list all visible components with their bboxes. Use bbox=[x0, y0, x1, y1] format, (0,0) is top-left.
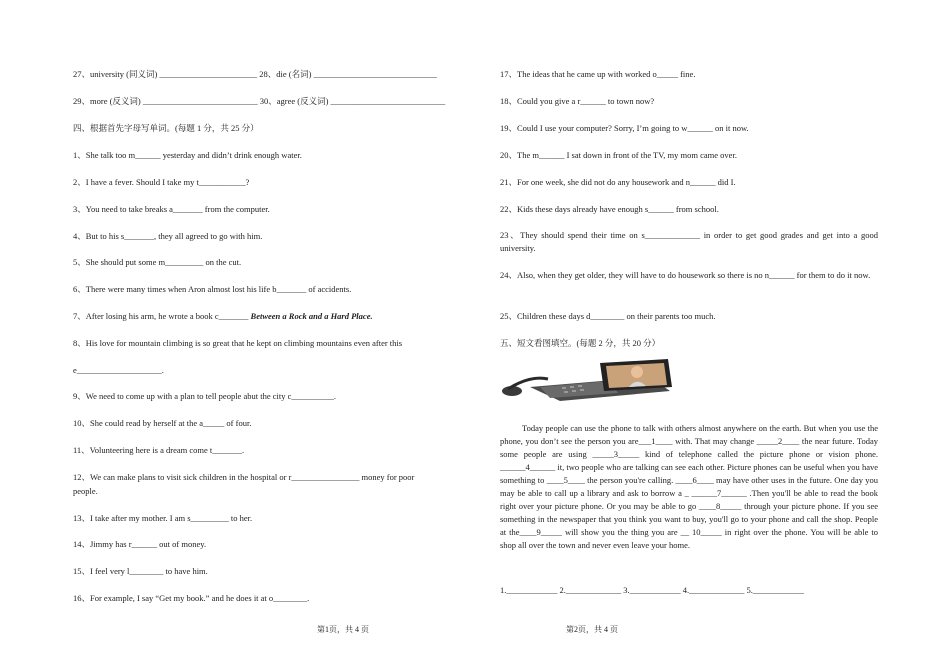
picture-phone-image bbox=[500, 357, 675, 403]
question-20: 20、The m______ I sat down in front of the TV, my mom came over. bbox=[500, 150, 737, 160]
question-3: 3、You need to take breaks a_______ from the computer. bbox=[73, 204, 270, 214]
question-29-30: 29、more (反义词) ___________________________ 30、agree (反义词) ___________________________ bbox=[73, 96, 446, 106]
question-24: 24、Also, when they get older, they will have to do housework so there is no n______ for them to do it now. bbox=[500, 270, 871, 280]
book-title: Between a Rock and a Hard Place. bbox=[250, 311, 373, 321]
question-1: 1、She talk too m______ yesterday and didn’t drink enough water. bbox=[73, 150, 302, 160]
question-16: 16、For example, I say “Get my book.” and he does it at o________. bbox=[73, 593, 310, 603]
question-18: 18、Could you give a r______ to town now? bbox=[500, 96, 655, 106]
question-9: 9、We need to come up with a plan to tell people abut the city c__________. bbox=[73, 391, 336, 401]
page-footer-1: 第1页，共 4 页 bbox=[317, 625, 369, 634]
question-6: 6、There were many times when Aron almost lost his life b_______ of accidents. bbox=[73, 284, 352, 294]
section-5-heading: 五、短文看图填空。(每题 2 分，共 20 分） bbox=[500, 338, 661, 348]
question-4: 4、But to his s_______, they all agreed to go with him. bbox=[73, 231, 263, 241]
question-10: 10、She could read by herself at the a_____ of four. bbox=[73, 418, 252, 428]
question-12-cont: people. bbox=[73, 486, 98, 496]
question-7 bbox=[73, 310, 373, 322]
question-5: 5、She should put some m_________ on the cut. bbox=[73, 257, 242, 267]
question-12: 12、We can make plans to visit sick children in the hospital or r________________ money for poor bbox=[73, 472, 415, 482]
question-17: 17、The ideas that he came up with worked o_____ fine. bbox=[500, 69, 696, 79]
question-8: 8、His love for mountain climbing is so great that he kept on climbing mountains even after this bbox=[73, 338, 403, 348]
question-8-blank: e____________________. bbox=[73, 365, 164, 375]
question-23: 23、They should spend their time on s_____________ in order to get good grades and get into a good university. bbox=[500, 230, 878, 253]
answer-blanks: 1.____________ 2._____________ 3.____________ 4._____________ 5.____________ bbox=[500, 585, 804, 595]
question-21: 21、For one week, she did not do any housework and n______ did I. bbox=[500, 177, 736, 187]
question-25: 25、Children these days d________ on their parents too much. bbox=[500, 311, 716, 321]
question-19: 19、Could I use your computer? Sorry, I’m going to w______ on it now. bbox=[500, 123, 749, 133]
section-4-heading: 四、根据首先字母写单词。(每题 1 分，共 25 分） bbox=[73, 123, 259, 133]
page-footer-2: 第2页，共 4 页 bbox=[566, 625, 618, 634]
question-2: 2、I have a fever. Should I take my t___________? bbox=[73, 177, 250, 187]
question-27-28: 27、university (同义词) _______________________ 28、die (名词) _____________________________ bbox=[73, 69, 437, 79]
question-22: 22、Kids these days already have enough s______ from school. bbox=[500, 204, 719, 214]
question-13: 13、I take after my mother. I am s_________ to her. bbox=[73, 513, 253, 523]
question-14: 14、Jimmy has r______ out of money. bbox=[73, 539, 207, 549]
passage-text: Today people can use the phone to talk with others almost anywhere on the earth. But when you use the phone, you don’t see the person you are___1____ with. That may change _____2____ the near future. Today some people are using _____3_____ kind of telephone called the picture phone or vision phone. ______4______ it, two people who are talking can see each other. Picture phones can be useful when you have something to ____5____ the person you're calling. ____6____ may have other uses in the future. One day you may be able to call up a library and ask to borrow a _ ______7______ .Then you'll be able to read the book right over your picture phone. Or you may be able to go ____8_____ through your picture phone. If you see something in the newspaper that you think you want to buy, you'll go to your phone and call the shop. People at the____9_____ will show you the thing you are __ 10_____ in right over the phone. You will be able to shop all over the town and never even leave your home. bbox=[500, 423, 878, 550]
question-11: 11、Volunteering here is a dream come t_______. bbox=[73, 445, 245, 455]
question-7-text: 7、After losing his arm, he wrote a book c_______ bbox=[73, 311, 249, 321]
question-15: 15、I feel very l________ to have him. bbox=[73, 566, 208, 576]
